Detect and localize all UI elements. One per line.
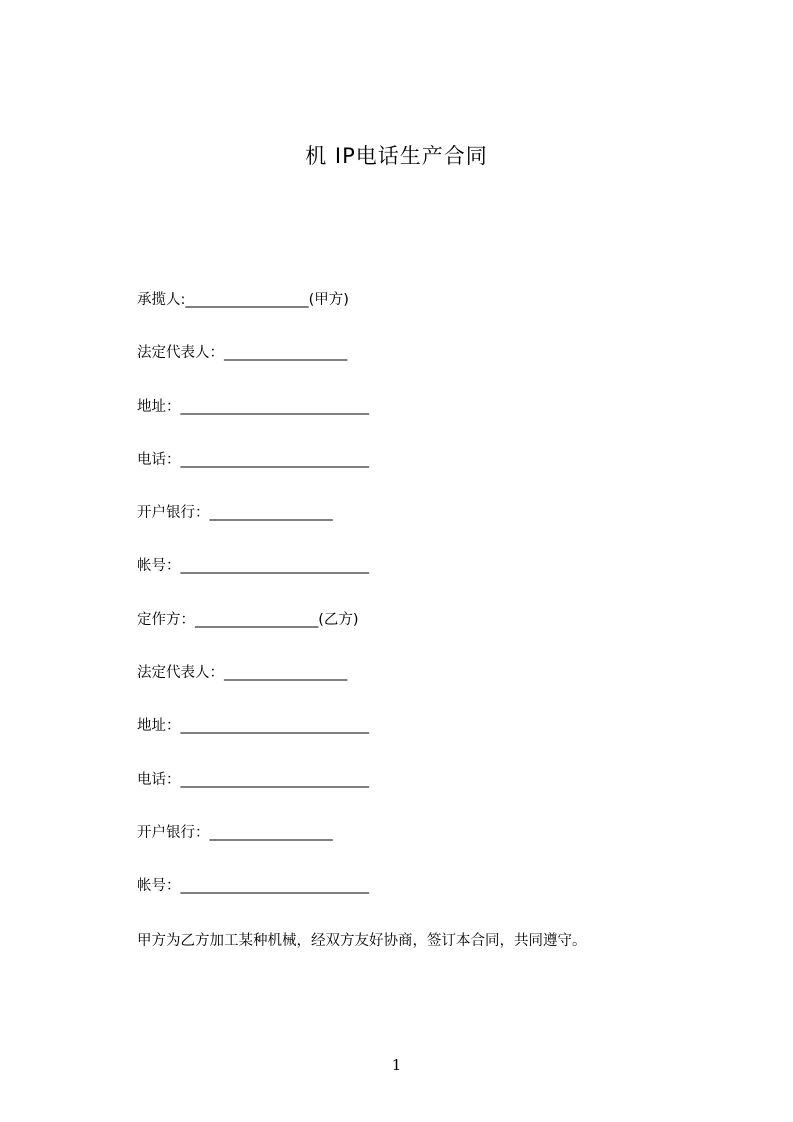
- orderer-phone-field: 电话：__________________________: [137, 771, 369, 788]
- contractor-account-field: 帐号：__________________________: [137, 558, 369, 575]
- document-title: 机 IP电话生产合同: [305, 144, 488, 168]
- contractor-phone-field: 电话：__________________________: [137, 451, 369, 468]
- orderer-legal-rep-field: 法定代表人：_________________: [137, 665, 348, 682]
- contractor-bank-field: 开户银行：_________________: [137, 505, 333, 522]
- contractor-name-field: 承揽人:_________________(甲方): [137, 292, 349, 308]
- party-info-fields: [137, 288, 697, 928]
- orderer-name-field: 定作方：_________________(乙方): [137, 611, 359, 628]
- page-number: 1: [391, 1056, 402, 1074]
- orderer-bank-field: 开户银行：_________________: [137, 824, 333, 841]
- orderer-account-field: 帐号：__________________________: [137, 878, 369, 895]
- contractor-address-field: 地址：__________________________: [137, 398, 369, 415]
- contractor-legal-rep-field: 法定代表人：_________________: [137, 345, 348, 362]
- orderer-address-field: 地址：__________________________: [137, 718, 369, 735]
- intro-paragraph: 甲方为乙方加工某种机械，经双方友好协商，签订本合同，共同遵守。: [137, 933, 587, 949]
